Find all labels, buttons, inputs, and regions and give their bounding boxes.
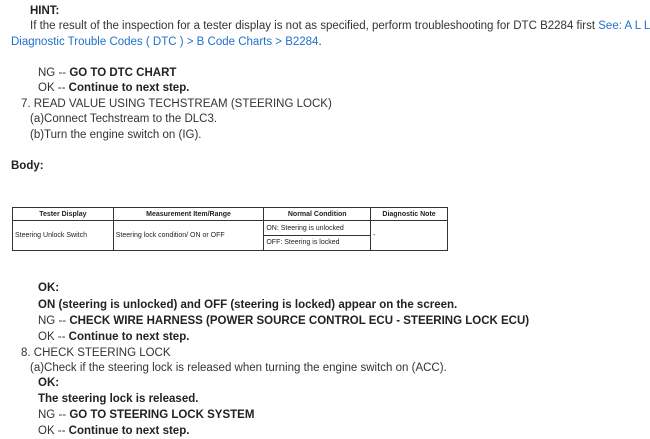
hint-text-line — [30, 19, 650, 33]
dtc-link-part1[interactable]: A L L — [624, 20, 650, 32]
step7-ok-label: OK: — [38, 282, 60, 294]
result-prefix: OK -- — [38, 331, 69, 343]
result-prefix: NG -- — [38, 67, 70, 79]
result-ng-dtc-chart — [38, 66, 176, 80]
table-cell-diagnostic-note: - — [371, 221, 448, 251]
step8-ok-label: OK: — [38, 377, 60, 389]
hint-heading: HINT: — [30, 5, 60, 17]
table-header: Tester Display — [13, 208, 114, 221]
step7-title: 7. READ VALUE USING TECHSTREAM (STEERING LOCK) — [21, 98, 332, 110]
result-action: Continue to next step. — [68, 331, 190, 343]
table-header: Normal Condition — [264, 208, 371, 221]
dtc-link-part2[interactable]: Diagnostic Trouble Codes ( DTC ) > B Code Charts > B2284 — [11, 36, 319, 48]
result-action: GO TO DTC CHART — [69, 67, 177, 79]
table-header: Diagnostic Note — [371, 208, 448, 221]
step7-ok-text: ON (steering is unlocked) and OFF (steering is locked) appear on the screen. — [38, 299, 458, 311]
table-cell-tester-display: Steering Unlock Switch — [13, 221, 114, 251]
table-header-row — [13, 208, 448, 221]
table-row — [13, 221, 448, 251]
result-prefix: NG -- — [38, 409, 70, 421]
result-action: GO TO STEERING LOCK SYSTEM — [69, 409, 255, 421]
body-label: Body: — [11, 160, 44, 172]
normal-off: OFF: Steering is locked — [266, 239, 340, 246]
result-prefix: OK -- — [38, 425, 69, 437]
result-ok-continue — [38, 424, 189, 438]
step7-substep-b: (b)Turn the engine switch on (IG). — [30, 129, 202, 141]
step7-substep-a: (a)Connect Techstream to the DLC3. — [30, 113, 218, 125]
hint-text: If the result of the inspection for a tester display is not as specified, perform troubleshooting for DTC B2284 first — [30, 20, 596, 32]
result-action: CHECK WIRE HARNESS (POWER SOURCE CONTROL ECU - STEERING LOCK ECU) — [69, 315, 530, 327]
table-header: Measurement Item/Range — [113, 208, 264, 221]
result-ng-check-wire — [38, 314, 529, 328]
result-ok-continue — [38, 330, 189, 344]
normal-on: ON: Steering is unlocked — [266, 225, 344, 232]
result-ng-steering-lock — [38, 408, 254, 422]
result-prefix: NG -- — [38, 315, 70, 327]
hint-link-line — [11, 35, 322, 49]
table-cell-normal-condition — [264, 221, 371, 251]
table-cell-measurement: Steering lock condition/ ON or OFF — [113, 221, 264, 251]
see-label[interactable]: See: — [598, 20, 622, 32]
step8-title: 8. CHECK STEERING LOCK — [21, 347, 171, 359]
techstream-data-table — [12, 207, 448, 251]
result-prefix: OK -- — [38, 82, 69, 94]
step8-substep-a: (a)Check if the steering lock is released when turning the engine switch on (ACC). — [30, 362, 447, 374]
result-action: Continue to next step. — [68, 82, 190, 94]
hint-link-end: . — [318, 36, 322, 48]
result-ok-continue — [38, 81, 189, 95]
step8-ok-text: The steering lock is released. — [38, 393, 199, 405]
result-action: Continue to next step. — [68, 425, 190, 437]
